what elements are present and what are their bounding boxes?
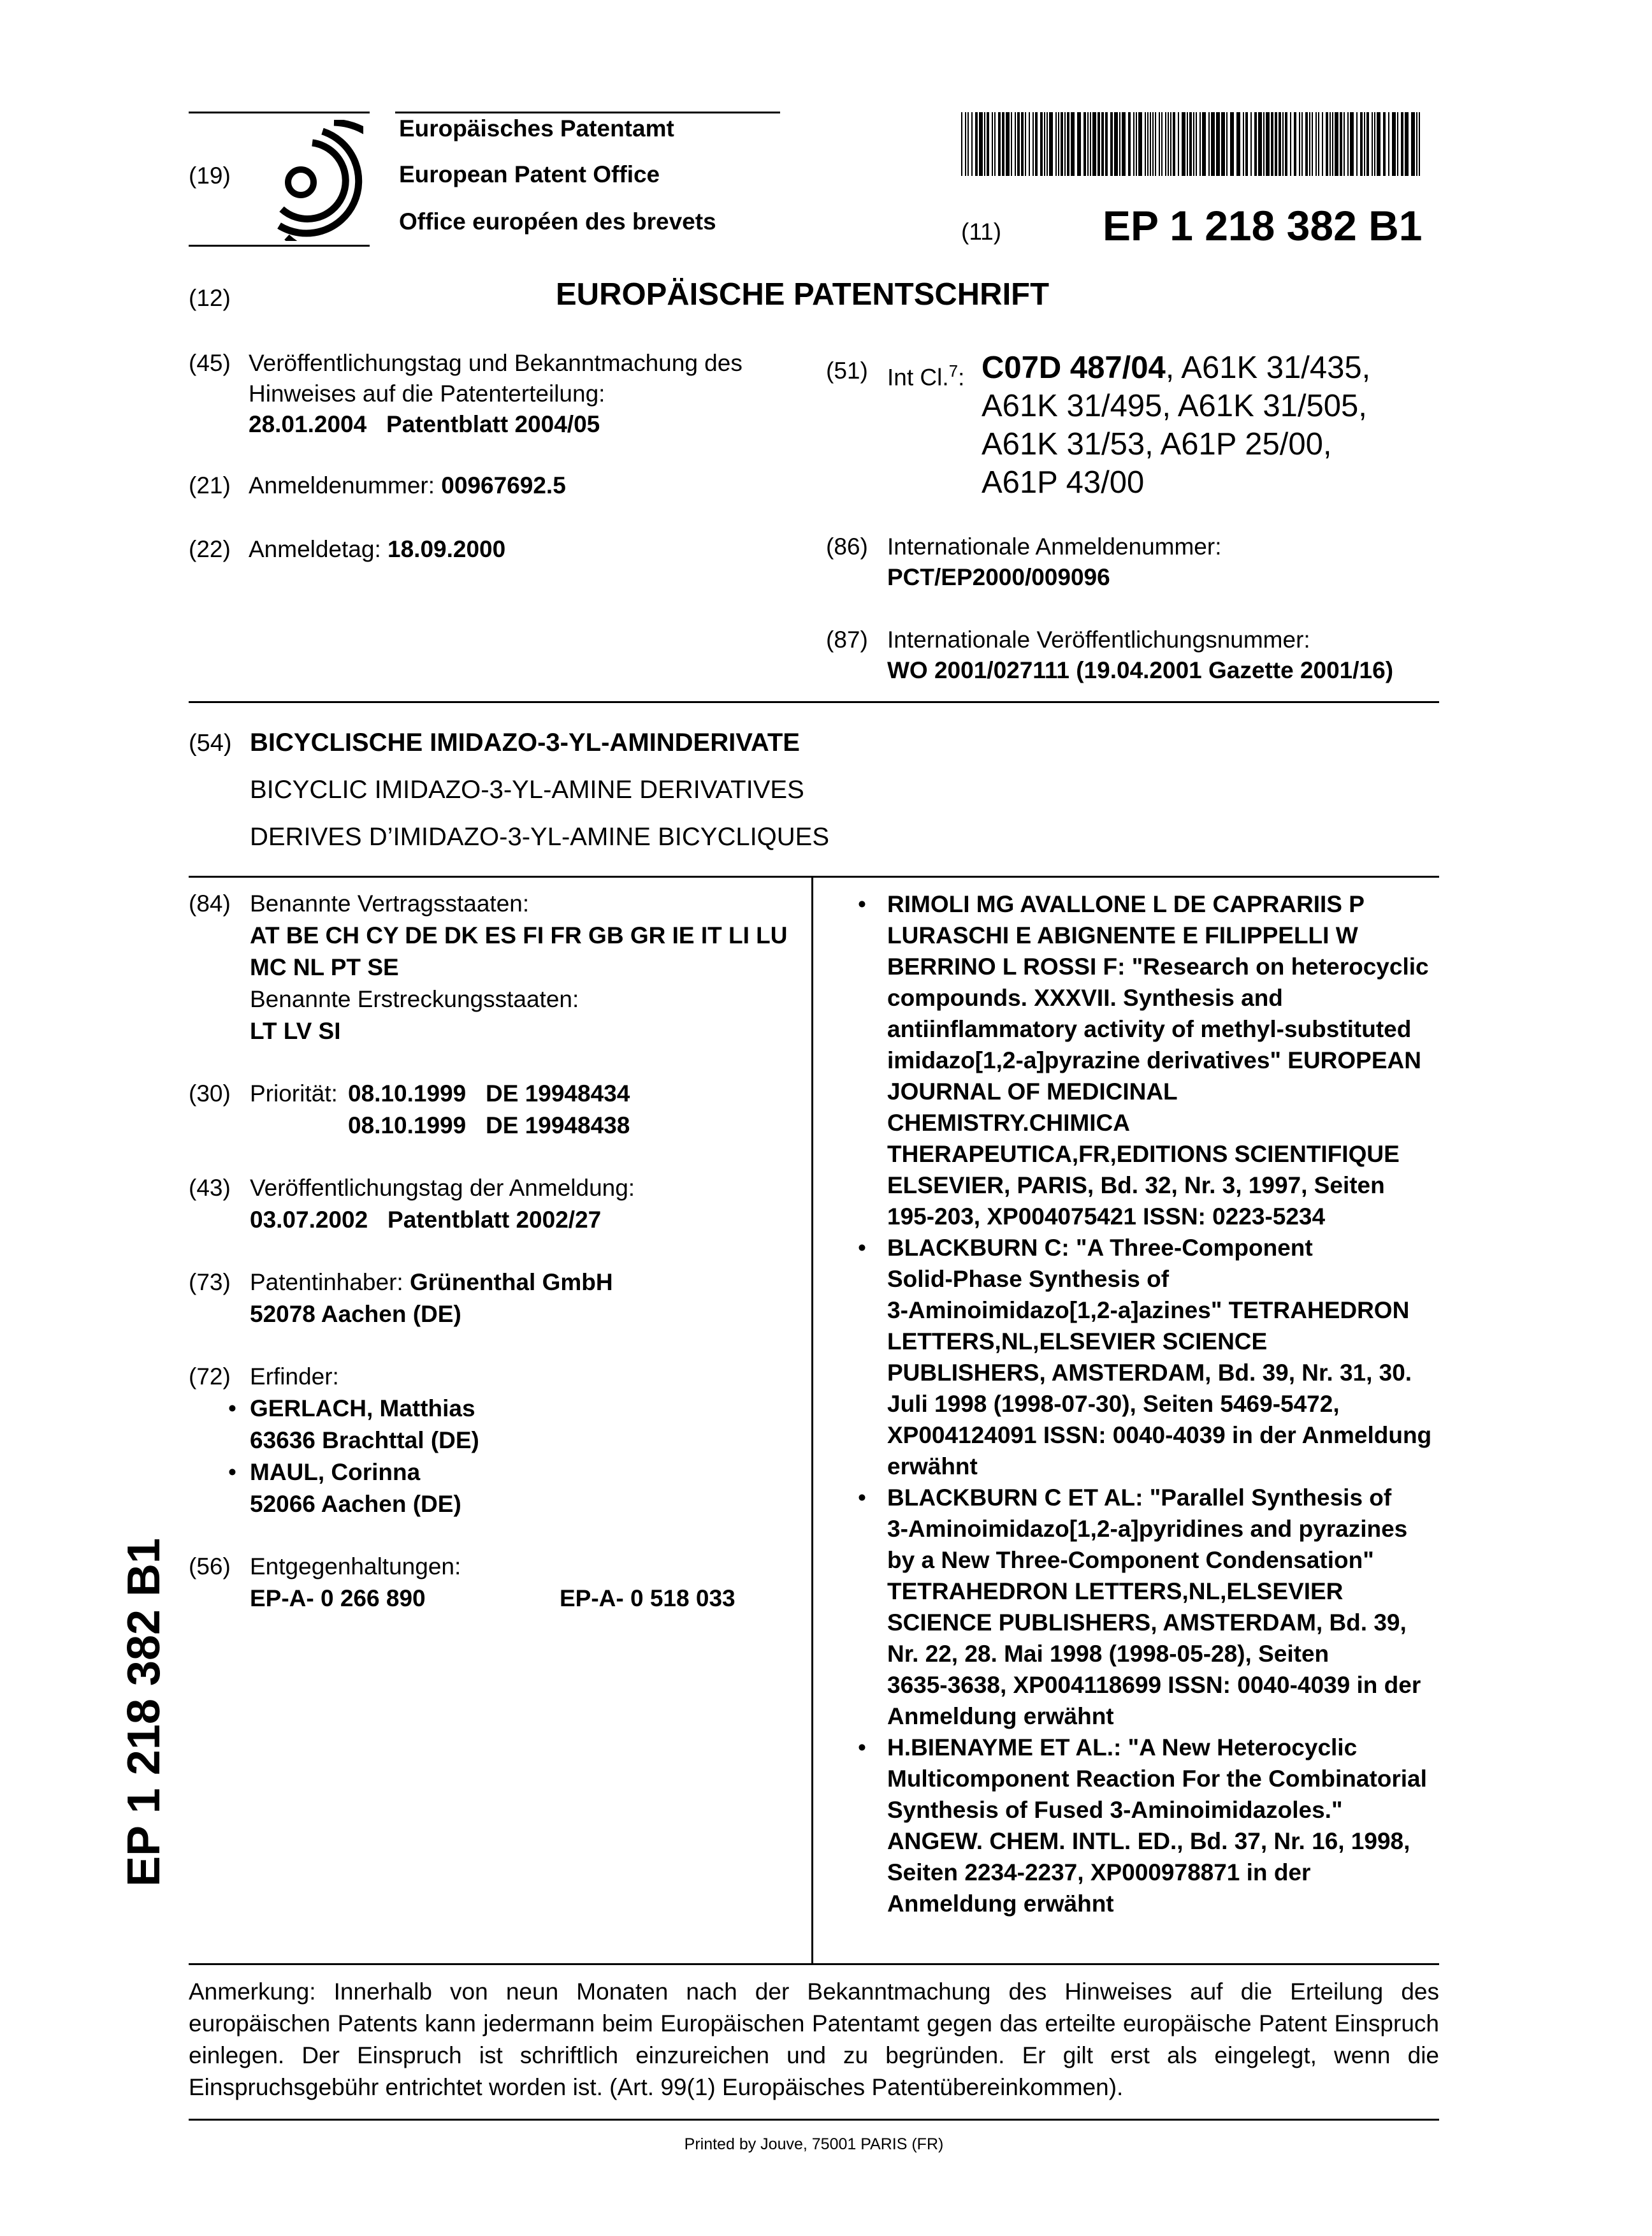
barcode-bar <box>1250 112 1252 176</box>
barcode-bar <box>1182 112 1185 176</box>
barcode-bar <box>1230 112 1234 176</box>
code-22: (22) <box>189 536 231 562</box>
inventor-address: 52066 Aachen (DE) <box>250 1491 461 1517</box>
reference-item <box>858 1482 1444 1732</box>
reference-line: Multicomponent Reaction For the Combinatorial <box>887 1766 1427 1792</box>
barcode-bar <box>1315 112 1317 176</box>
field73-label: Patentinhaber: <box>250 1269 410 1295</box>
code-72: (72) <box>189 1363 231 1390</box>
barcode-bar <box>1170 112 1171 176</box>
barcode-bar <box>1133 112 1134 176</box>
opposition-note: Anmerkung: Innerhalb von neun Monaten nach der Bekanntmachung des Hinweises auf die Erteilung des europäischen Patents kann jedermann beim Europäischen Patentamt gegen das erteilte europäische Patent Einspruch einlegen. Der Einspruch ist schriftlich einzureichen und zu begründen. Er gilt erst als eingelegt, wenn die Einspruchsgebühr entrichtet worden ist. (Art. 99(1) Europäisches Patentübereinkommen). <box>189 1978 1439 2100</box>
barcode-bar <box>1335 112 1338 176</box>
code-21: (21) <box>189 472 231 498</box>
reference-line: by a New Three-Component Condensation" <box>887 1547 1374 1573</box>
barcode-bar <box>987 112 989 176</box>
code-86: (86) <box>826 534 868 560</box>
ipc-main: C07D 487/04 <box>982 351 1166 385</box>
field21-label: Anmeldenummer: <box>249 472 442 498</box>
barcode-bar <box>1155 112 1156 176</box>
reference-line: H.BIENAYME ET AL.: "A New Heterocyclic <box>887 1734 1358 1760</box>
application-number: 00967692.5 <box>441 472 566 498</box>
barcode-bar <box>992 112 993 176</box>
reference-line: THERAPEUTICA,FR,EDITIONS SCIENTIFIQUE <box>887 1141 1400 1167</box>
inventor-name: MAUL, Corinna <box>250 1459 421 1485</box>
barcode-bar <box>984 112 985 176</box>
barcode-bar <box>1332 112 1333 176</box>
barcode-bar <box>1189 112 1192 176</box>
barcode-bar <box>1035 112 1038 176</box>
reference-line: LETTERS,NL,ELSEVIER SCIENCE <box>887 1328 1268 1354</box>
filing-date: 18.09.2000 <box>388 536 506 562</box>
barcode-bar <box>1366 112 1369 176</box>
code-87: (87) <box>826 627 868 653</box>
barcode-bar <box>1114 112 1118 176</box>
reference-line: imidazo[1,2-a]pyrazine derivatives" EUROPEAN <box>887 1047 1421 1073</box>
barcode-bar <box>1258 112 1262 176</box>
field84-label: Benannte Vertragsstaaten: <box>250 890 530 917</box>
title-en: BICYCLIC IMIDAZO-3-YL-AMINE DERIVATIVES <box>250 776 804 804</box>
barcode-bar <box>1388 112 1389 176</box>
reference-line: JOURNAL OF MEDICINAL <box>887 1078 1178 1105</box>
code-11: (11) <box>961 219 1002 245</box>
reference-bullet: • <box>858 891 866 917</box>
reference-line: Nr. 22, 28. Mai 1998 (1998-05-28), Seiten <box>887 1641 1330 1667</box>
reference-item <box>858 1232 1444 1482</box>
barcode-bar <box>1049 112 1053 176</box>
barcode-bar <box>1067 112 1069 176</box>
barcode-bar <box>1122 112 1126 176</box>
barcode-bar <box>1419 112 1420 176</box>
reference-line: Juli 1998 (1998-07-30), Seiten 5469-5472, <box>887 1391 1340 1417</box>
barcode-bar <box>1178 112 1179 176</box>
ipc-line1 <box>982 347 1370 389</box>
citation-2: EP-A- 0 518 033 <box>560 1585 735 1611</box>
barcode-bar <box>1047 112 1048 176</box>
barcode-bar <box>1243 112 1244 176</box>
title-fr: DERIVES D’IMIDAZO-3-YL-AMINE BICYCLIQUES <box>250 823 830 851</box>
epo-logo-icon <box>268 120 363 241</box>
barcode-bar <box>1397 112 1398 176</box>
barcode-bar <box>1058 112 1059 176</box>
reference-line: Anmeldung erwähnt <box>887 1703 1114 1729</box>
barcode-bar <box>1128 112 1131 176</box>
barcode-bar <box>1002 112 1004 176</box>
proprietor-name: Grünenthal GmbH <box>409 1269 613 1295</box>
field22 <box>249 534 505 565</box>
proprietor-address: 52078 Aachen (DE) <box>250 1301 461 1327</box>
priority-1: 08.10.1999 DE 19948434 <box>348 1080 630 1107</box>
barcode-bar <box>1136 112 1137 176</box>
reference-bullet: • <box>858 1734 866 1760</box>
barcode-bar <box>1161 112 1163 176</box>
reference-item <box>858 1732 1444 1919</box>
field72-label: Erfinder: <box>250 1363 339 1390</box>
barcode-bar <box>1017 112 1020 176</box>
barcode-bar <box>994 112 996 176</box>
barcode-image <box>961 112 1423 176</box>
designated-states-line2: MC NL PT SE <box>250 954 399 980</box>
code-56: (56) <box>189 1553 231 1579</box>
priority-2: 08.10.1999 DE 19948438 <box>348 1112 630 1138</box>
reference-line: CHEMISTRY.CHIMICA <box>887 1110 1130 1136</box>
field22-label: Anmeldetag: <box>249 536 388 562</box>
column-divider <box>811 877 813 1963</box>
barcode-bar <box>1152 112 1154 176</box>
barcode-bar <box>1193 112 1194 176</box>
barcode-bar <box>975 112 978 176</box>
barcode-bar <box>1208 112 1210 176</box>
publication-number: EP 1 218 382 B1 <box>1103 202 1423 249</box>
footer-rule <box>189 2119 1439 2121</box>
barcode-bar <box>1322 112 1323 176</box>
barcode-bar <box>1077 112 1081 176</box>
side-publication-number: EP 1 218 382 B1 <box>119 1537 170 1887</box>
reference-line: RIMOLI MG AVALLONE L DE CAPRARIIS P <box>887 891 1365 917</box>
inventor-name: GERLACH, Matthias <box>250 1395 475 1421</box>
barcode-bar <box>1301 112 1303 176</box>
barcode-bar <box>1271 112 1273 176</box>
section-rule-2 <box>189 876 1439 878</box>
reference-line: TETRAHEDRON LETTERS,NL,ELSEVIER <box>887 1578 1344 1604</box>
barcode-bar <box>1101 112 1104 176</box>
reference-list <box>858 889 1444 1919</box>
field30-label: Priorität: <box>250 1080 345 1107</box>
barcode-bar <box>1083 112 1086 176</box>
barcode-bar <box>1401 112 1403 176</box>
document-type-title: EUROPÄISCHE PATENTSCHRIFT <box>556 277 1050 312</box>
field21 <box>249 470 566 501</box>
reference-line: Seiten 2234-2237, XP000978871 in der <box>887 1859 1311 1885</box>
reference-line: XP004124091 ISSN: 0040-4039 in der Anmeldung <box>887 1422 1432 1448</box>
barcode-bar <box>1173 112 1175 176</box>
barcode-bar <box>1221 112 1225 176</box>
application-publication-date: 03.07.2002 Patentblatt 2002/27 <box>250 1207 602 1233</box>
barcode-bar <box>961 112 962 176</box>
ipc-line3: A61K 31/53, A61P 25/00, <box>982 427 1332 461</box>
reference-bullet: • <box>858 1235 866 1261</box>
inventor-bullet: • <box>228 1395 236 1421</box>
reference-line: ELSEVIER, PARIS, Bd. 32, Nr. 3, 1997, Seiten <box>887 1172 1385 1198</box>
barcode-bar <box>1150 112 1151 176</box>
reference-line: 195-203, XP004075421 ISSN: 0223-5234 <box>887 1203 1326 1230</box>
barcode-bar <box>1405 112 1409 176</box>
barcode-bar <box>1309 112 1310 176</box>
barcode-bar <box>1025 112 1026 176</box>
reference-item <box>858 889 1444 1232</box>
barcode-bar <box>1011 112 1012 176</box>
code-51: (51) <box>826 358 868 384</box>
barcode-bar <box>965 112 966 176</box>
field73 <box>250 1267 613 1298</box>
printer-footer: Printed by Jouve, 75001 PARIS (FR) <box>684 2135 944 2153</box>
barcode-bar <box>967 112 969 176</box>
reference-bullet: • <box>858 1485 866 1511</box>
reference-line: ANGEW. CHEM. INTL. ED., Bd. 37, Nr. 16, 1998, <box>887 1828 1410 1854</box>
barcode-bar <box>1411 112 1415 176</box>
field51-label: Int Cl.$^7$: <box>887 361 971 391</box>
barcode-bar <box>1021 112 1024 176</box>
barcode-bar <box>1087 112 1089 176</box>
field45-line2: Hinweises auf die Patenterteilung: <box>249 381 605 407</box>
code-12: (12) <box>189 285 231 311</box>
code-73: (73) <box>189 1269 231 1295</box>
office-name-fr: Office européen des brevets <box>399 208 716 235</box>
code-54: (54) <box>189 730 232 757</box>
barcode-bar <box>1318 112 1319 176</box>
field87-label: Internationale Veröffentlichungsnummer: <box>887 627 1310 653</box>
reference-line: Solid-Phase Synthesis of <box>887 1266 1170 1292</box>
barcode-bar <box>979 112 983 176</box>
reference-line: LURASCHI E ABIGNENTE E FILIPPELLI W <box>887 922 1358 948</box>
international-application-number: PCT/EP2000/009096 <box>887 564 1110 590</box>
ipc-rest1: , A61K 31/435, <box>1165 351 1371 385</box>
barcode-bar <box>1372 112 1373 176</box>
barcode-bar <box>1364 112 1365 176</box>
barcode-bar <box>1061 112 1063 176</box>
barcode-bar <box>1044 112 1045 176</box>
barcode-bar <box>1282 112 1284 176</box>
barcode-bar <box>971 112 973 176</box>
barcode-bar <box>1383 112 1386 176</box>
barcode-bar <box>1199 112 1201 176</box>
reference-line: 3-Aminoimidazo[1,2-a]pyridines and pyrazines <box>887 1516 1408 1542</box>
barcode-bar <box>1236 112 1240 176</box>
barcode-bar <box>1105 112 1108 176</box>
code-84: (84) <box>189 890 231 917</box>
reference-line: erwähnt <box>887 1453 978 1479</box>
code-30: (30) <box>189 1080 231 1107</box>
barcode-bar <box>1098 112 1100 176</box>
barcode-bar <box>1275 112 1277 176</box>
barcode-bar <box>1029 112 1030 176</box>
barcode-bar <box>1416 112 1417 176</box>
barcode-bar <box>1159 112 1160 176</box>
barcode-bar <box>1312 112 1313 176</box>
barcode-bar <box>1110 112 1113 176</box>
reference-line: 3635-3638, XP004118699 ISSN: 0040-4039 in der <box>887 1672 1421 1698</box>
reference-line: Anmeldung erwähnt <box>887 1891 1114 1917</box>
barcode-bar <box>1064 112 1066 176</box>
designated-states-line1: AT BE CH CY DE DK ES FI FR GB GR IE IT LI LU <box>250 922 788 948</box>
barcode-bar <box>998 112 1001 176</box>
field86-label: Internationale Anmeldenummer: <box>887 534 1222 560</box>
barcode-bar <box>1254 112 1257 176</box>
barcode-bar <box>1350 112 1354 176</box>
field43-label: Veröffentlichungstag der Anmeldung: <box>250 1175 635 1201</box>
barcode-bar <box>1374 112 1375 176</box>
section-rule-3 <box>189 1963 1439 1965</box>
office-name-en: European Patent Office <box>399 161 660 187</box>
barcode-bar <box>1340 112 1342 176</box>
code-43: (43) <box>189 1175 231 1201</box>
code-19: (19) <box>189 163 231 189</box>
barcode-bar <box>1055 112 1057 176</box>
barcode-bar <box>1187 112 1188 176</box>
barcode-bar <box>1263 112 1264 176</box>
reference-line: BLACKBURN C: "A Three-Component <box>887 1235 1313 1261</box>
barcode-bar <box>1279 112 1281 176</box>
barcode-bar <box>1147 112 1148 176</box>
reference-line: compounds. XXXVII. Synthesis and <box>887 985 1283 1011</box>
reference-line: antiinflammatory activity of methyl-substituted <box>887 1016 1412 1042</box>
barcode-bar <box>1138 112 1142 176</box>
barcode-bar <box>1392 112 1396 176</box>
title-de: BICYCLISCHE IMIDAZO-3-YL-AMINDERIVATE <box>250 729 800 757</box>
barcode-bar <box>1006 112 1010 176</box>
barcode-bar <box>1299 112 1300 176</box>
citation-1: EP-A- 0 266 890 <box>250 1585 426 1611</box>
barcode-bar <box>1119 112 1120 176</box>
ipc-line2: A61K 31/495, A61K 31/505, <box>982 389 1367 423</box>
barcode-bar <box>1071 112 1075 176</box>
field45-line1: Veröffentlichungstag und Bekanntmachung des <box>249 350 743 376</box>
barcode-bar <box>1015 112 1016 176</box>
barcode-bar <box>1216 112 1220 176</box>
barcode-bar <box>1040 112 1043 176</box>
barcode-bar <box>1196 112 1197 176</box>
header-rule-bottom <box>189 245 370 247</box>
barcode-bar <box>1326 112 1328 176</box>
reference-line: BERRINO L ROSSI F: "Research on heterocyclic <box>887 954 1429 980</box>
barcode-bar <box>1285 112 1287 176</box>
barcode-bar <box>1356 112 1358 176</box>
barcode-bar <box>1377 112 1380 176</box>
barcode-bar <box>1202 112 1206 176</box>
inventor-address: 63636 Brachttal (DE) <box>250 1427 479 1453</box>
barcode-bar <box>1211 112 1215 176</box>
barcode-bar <box>1032 112 1034 176</box>
barcode-bar <box>1330 112 1331 176</box>
section-rule-1 <box>189 701 1439 703</box>
barcode-bar <box>1344 112 1345 176</box>
barcode-bar <box>1266 112 1270 176</box>
office-name-de: Europäisches Patentamt <box>399 115 674 142</box>
inventor-bullet: • <box>228 1459 236 1485</box>
barcode-bar <box>1226 112 1228 176</box>
barcode-bar <box>1305 112 1308 176</box>
reference-line: Synthesis of Fused 3-Aminoimidazoles." <box>887 1797 1343 1823</box>
reference-line: SCIENCE PUBLISHERS, AMSTERDAM, Bd. 39, <box>887 1609 1407 1636</box>
reference-line: 3-Aminoimidazo[1,2-a]azines" TETRAHEDRON <box>887 1297 1410 1323</box>
field56-label: Entgegenhaltungen: <box>250 1553 461 1579</box>
barcode-bar <box>1347 112 1349 176</box>
barcode-bar <box>1168 112 1169 176</box>
barcode-bar <box>1360 112 1363 176</box>
extension-states: LT LV SI <box>250 1018 341 1044</box>
barcode-bar <box>1145 112 1146 176</box>
extension-states-label: Benannte Erstreckungsstaaten: <box>250 986 579 1012</box>
barcode-bar <box>1290 112 1291 176</box>
barcode-bar <box>1092 112 1096 176</box>
barcode-bar <box>1090 112 1091 176</box>
international-publication-number: WO 2001/027111 (19.04.2001 Gazette 2001/16) <box>887 657 1394 683</box>
header-rule-left <box>189 112 370 113</box>
reference-line: BLACKBURN C ET AL: "Parallel Synthesis of <box>887 1485 1392 1511</box>
barcode-bar <box>1245 112 1248 176</box>
barcode-bar <box>1165 112 1166 176</box>
ipc-line4: A61P 43/00 <box>982 465 1145 500</box>
reference-line: PUBLISHERS, AMSTERDAM, Bd. 39, Nr. 31, 30. <box>887 1360 1412 1386</box>
code-45: (45) <box>189 350 231 376</box>
field45-value: 28.01.2004 Patentblatt 2004/05 <box>249 411 600 437</box>
barcode-bar <box>1294 112 1296 176</box>
